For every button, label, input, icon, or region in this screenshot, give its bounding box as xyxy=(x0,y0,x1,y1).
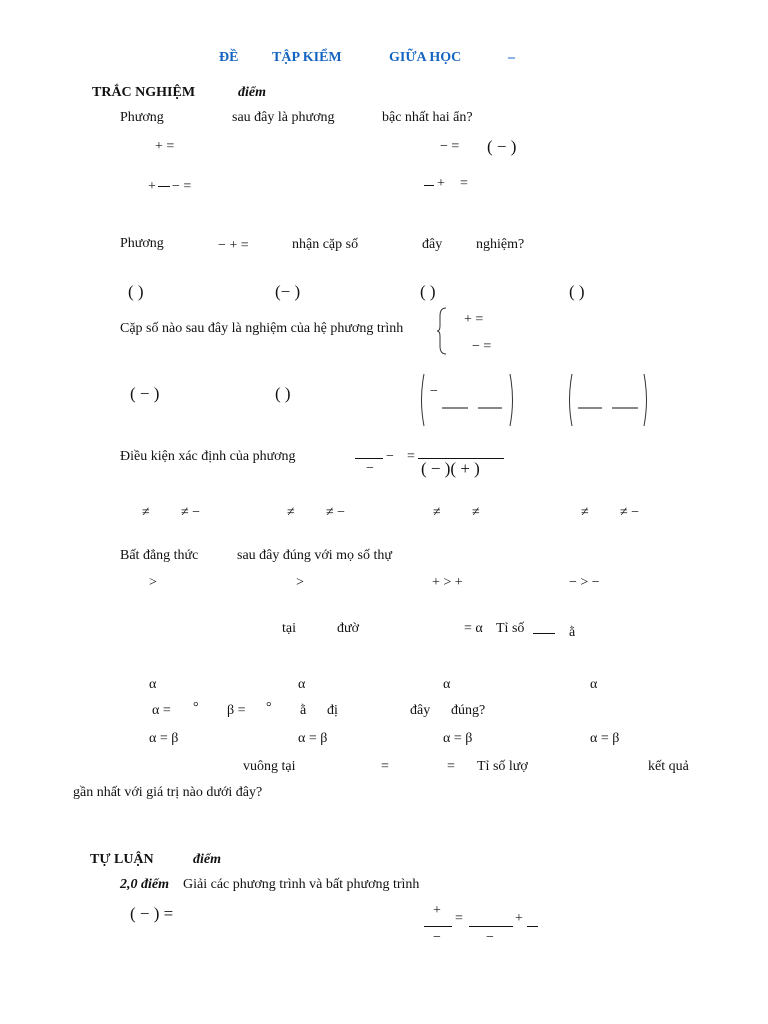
q1-option-c-tail: − = xyxy=(172,179,192,194)
section2-equation-b-bar-2 xyxy=(469,926,513,927)
q1-option-b-paren: ( − ) xyxy=(487,137,517,156)
q5-option-c: + > + xyxy=(432,575,463,590)
q4-option-c-1: ≠ xyxy=(433,505,441,520)
q4-lhs-fraction-bar xyxy=(355,458,383,459)
q3-system-brace xyxy=(436,306,450,356)
section2-equation-b-bar-3 xyxy=(527,926,538,927)
q4-option-c-2: ≠ xyxy=(472,505,480,520)
q1-option-d-bar xyxy=(424,185,434,186)
q2-expression: − + = xyxy=(218,238,249,253)
q1-option-d: + xyxy=(437,176,445,191)
q8-equals-2: = xyxy=(447,759,455,774)
section2-points: điểm xyxy=(193,852,221,867)
q6-text-c: = α xyxy=(464,621,483,636)
title-part-3: GIỮA HỌC xyxy=(389,50,462,65)
q7-fragment-1: ằ xyxy=(300,703,307,718)
q6-option-a: α xyxy=(149,677,157,692)
q2-text-d: nghiệm? xyxy=(476,237,525,252)
q5-option-d: − > − xyxy=(569,575,600,590)
q8-text-a: vuông tại xyxy=(243,759,296,774)
q7-degree-1: ° xyxy=(193,700,199,715)
q4-option-a-2: ≠ − xyxy=(181,505,201,520)
q3-option-a: ( − ) xyxy=(130,384,160,403)
title-part-4: – xyxy=(508,50,515,65)
q7-degree-2: ° xyxy=(266,700,272,715)
q2-text-c: đây xyxy=(422,237,443,252)
q1-text-a: Phương xyxy=(120,110,164,125)
q2-text-b: nhận cặp số xyxy=(292,237,359,252)
q4-option-d-2: ≠ − xyxy=(620,505,640,520)
q6-option-d: α xyxy=(590,677,598,692)
q8-text-c: kết quả xyxy=(648,759,689,774)
q5-option-b: > xyxy=(296,575,304,590)
section2-equation-a: ( − ) = xyxy=(130,904,174,923)
q1-text-b: sau đây là phương xyxy=(232,110,335,125)
q6-ratio-bar xyxy=(533,633,555,634)
q5-text-a: Bất đẳng thức xyxy=(120,548,199,563)
q3-option-c xyxy=(418,372,516,428)
section2-equation-b-numerator: + xyxy=(433,903,441,918)
q3-option-b: ( ) xyxy=(275,384,291,403)
q1-option-c-bar xyxy=(158,186,170,187)
q6-text-d: Tỉ số xyxy=(496,621,525,636)
section1-points: điểm xyxy=(238,85,266,100)
q8-equals-1: = xyxy=(381,759,389,774)
q3-option-c-minus: − xyxy=(430,384,438,399)
q2-option-c: ( ) xyxy=(420,282,436,301)
q4-option-b-2: ≠ − xyxy=(326,505,346,520)
q1-option-d-tail: = xyxy=(460,176,468,191)
section2-heading: TỰ LUẬN xyxy=(90,852,154,867)
q3-option-d xyxy=(566,372,650,428)
q4-option-a-1: ≠ xyxy=(142,505,150,520)
q2-option-a: ( ) xyxy=(128,282,144,301)
q5-text-b: sau đây đúng với mọ số thự xyxy=(237,548,392,563)
q7-option-a: α = β xyxy=(149,731,179,746)
q3-system-eq2: − = xyxy=(472,339,492,354)
section2-equation-b-denominator-2: − xyxy=(486,930,494,945)
section2-equation-b-plus: + xyxy=(515,911,523,926)
q3-system-eq1: + = xyxy=(464,312,484,327)
q1-option-a: + = xyxy=(155,139,175,154)
q4-option-d-1: ≠ xyxy=(581,505,589,520)
q7-option-d: α = β xyxy=(590,731,620,746)
section2-q1-points: 2,0 điểm xyxy=(120,877,169,892)
q6-text-b: đườ xyxy=(337,621,359,636)
q2-text-a: Phương xyxy=(120,236,164,251)
q7-beta: β = xyxy=(227,703,246,718)
q2-option-d: ( ) xyxy=(569,282,585,301)
q4-lhs-minus: − xyxy=(386,449,394,464)
q6-text-a: tại xyxy=(282,621,296,636)
title-part-2: TẬP KIỂM xyxy=(272,50,342,65)
q4-option-b-1: ≠ xyxy=(287,505,295,520)
q8-line-2: gần nhất với giá trị nào dưới đây? xyxy=(73,785,263,800)
q1-option-b: − = xyxy=(440,139,460,154)
q1-option-c: + xyxy=(148,179,156,194)
q7-text-a: đây xyxy=(410,703,431,718)
q4-equals: = xyxy=(407,449,415,464)
q4-rhs-denominator: ( − )( + ) xyxy=(421,459,480,478)
q2-option-b: (− ) xyxy=(275,282,301,301)
section2-q1-text: Giải các phương trình và bất phương trình xyxy=(183,877,420,892)
q6-option-c: α xyxy=(443,677,451,692)
q3-text: Cặp số nào sau đây là nghiệm của hệ phương trình xyxy=(120,321,404,336)
q4-text: Điều kiện xác định của phương xyxy=(120,449,296,464)
q7-option-c: α = β xyxy=(443,731,473,746)
section2-equation-b-equals: = xyxy=(455,911,463,926)
q4-lhs-denominator: − xyxy=(366,461,374,476)
q6-text-e: ằ xyxy=(569,625,576,640)
q1-text-c: bậc nhất hai ẩn? xyxy=(382,110,473,125)
q7-fragment-2: đị xyxy=(327,703,338,718)
q7-alpha: α = xyxy=(152,703,171,718)
q7-text-b: đúng? xyxy=(451,703,486,718)
section2-equation-b-denominator: − xyxy=(433,930,441,945)
section2-equation-b-bar-1 xyxy=(424,926,452,927)
q6-option-b: α xyxy=(298,677,306,692)
q7-option-b: α = β xyxy=(298,731,328,746)
section1-heading: TRẮC NGHIỆM xyxy=(92,85,196,100)
title-part-1: ĐỀ xyxy=(219,50,239,65)
q5-option-a: > xyxy=(149,575,157,590)
q8-text-b: Tỉ số lượ xyxy=(477,759,528,774)
